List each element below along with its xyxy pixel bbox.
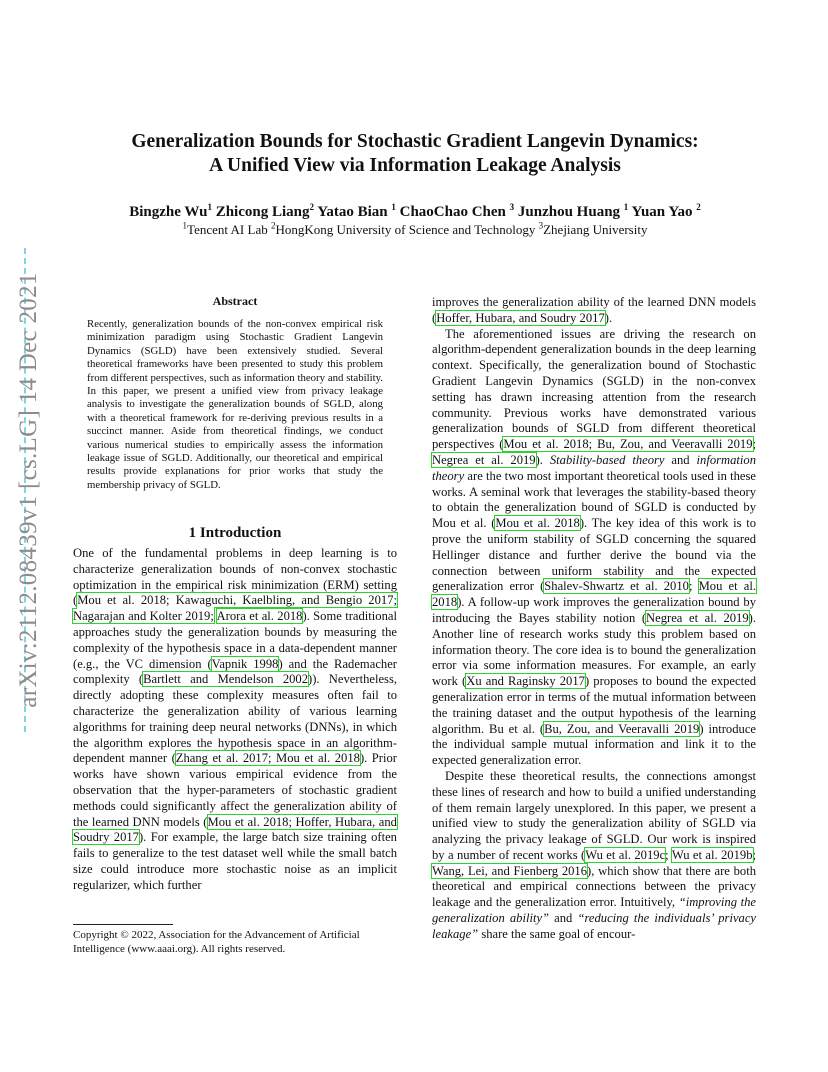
title-line-1: Generalization Bounds for Stochastic Gradient Langevin Dynamics: (131, 131, 699, 152)
author: Zhicong Liang$^2$ (215, 202, 314, 220)
citation-link[interactable]: Wu et al. 2019c (585, 847, 666, 862)
paragraph: Despite these theoretical results, the connections amongst these lines of research and how to build a unified understanding of them remain largely unexplored. In this paper, we present a unified view to study the generalization ability of SGLD via analyzing the privacy leakage of SGLD. Our work is inspired by a number of recent works (Wu et al. 2019c; Wu et al. 2019b; Wang, Lei, and Fienberg 2016), which show that there are both theoretical and empirical connections between the privacy leakage and the generalization error. Intuitively, “improving the generalization ability” and “reducing the individuals’ privacy leakage” share the same goal of encour- (432, 768, 757, 941)
author: Yuan Yao $^2$ (631, 202, 701, 220)
citation-link[interactable]: Mou et al. 2018; Hoffer, Hubara, and Soudry 2017 (73, 814, 397, 845)
copyright-footnote: Copyright © 2022, Association for the Advancement of Artificial Intelligence (www.aaai.org). All rights reserved. (73, 929, 360, 955)
citation-link[interactable]: Xu and Raginsky 2017 (466, 674, 585, 689)
author: Bingzhe Wu$^1$ (129, 202, 212, 220)
intro-left-column (73, 546, 397, 894)
arxiv-stamp (14, 246, 44, 734)
citation-link[interactable]: Mou et al. 2018 (432, 579, 756, 610)
footnote-rule (73, 924, 173, 925)
right-column (432, 295, 756, 943)
citation-link[interactable]: Mou et al. 2018; Kawaguchi, Kaelbling, and Bengio 2017; Nagarajan and Kolter 2019; (73, 593, 397, 624)
author: Yatao Bian $^1$ (317, 202, 396, 220)
citation-link[interactable]: Hoffer, Hubara, and Soudry 2017 (436, 310, 605, 325)
paper-title (80, 130, 750, 178)
citation-link[interactable]: Shalev-Shwartz et al. 2010 (544, 579, 689, 594)
author: Junzhou Huang $^1$ (517, 202, 629, 220)
affiliations: $^1$Tencent AI Lab $^2$HongKong University of Science and Technology $^3$Zhejiang University (182, 220, 648, 237)
citation-link[interactable]: Mou et al. 2018 (495, 516, 580, 531)
paragraph: improves the generalization ability of the learned DNN models (Hoffer, Hubara, and Soudry 2017). (432, 295, 756, 325)
citation-link[interactable]: Wang, Lei, and Fienberg 2016 (432, 863, 588, 878)
citation-link[interactable]: Arora et al. 2018 (216, 609, 303, 624)
citation-link[interactable]: Negrea et al. 2019 (646, 610, 749, 625)
abstract-text: Recently, generalization bounds of the non-convex empirical risk minimization paradigm using Stochastic Gradient Langevin Dynamics (SGLD) have been extensively studied. Several theoretical frameworks have been presented to study this problem from different perspectives, such as information theory and stability. In this paper, we present a unified view from privacy leakage analysis to investigate the generalization bounds of SGLD, along with a theoretical framework for re-deriving previous results in a succinct manner. Aside from theoretical findings, we conduct various numerical studies to empirically assess the information leakage issue of SGLD. Additionally, our theoretical and empirical results provide explanations for prior works that study the membership privacy of SGLD. (87, 318, 383, 491)
paragraph: The aforementioned issues are driving the research on algorithm-dependent generalization bounds in the deep learning context. Specifically, the generalization bound of Stochastic Gradient Langevin Dynamics (SGLD) in the non-convex setting has drawn increasing attention from the research community. Previous works have demonstrated various generalization bounds of SGLD from different theoretical perspectives (Mou et al. 2018; Bu, Zou, and Veeravalli 2019; Negrea et al. 2019). Stability-based theory and information theory are the two most important theoretical tools used in these works. A seminal work that leverages the stability-based theory to obtain the generalization bound of SGLD is conducted by Mou et al. (Mou et al. 2018). The key idea of this work is to prove the uniform stability of SGLD concerning the squared Hellinger distance and further derive the bound via the connection between uniform stability and the expected generalization error (Shalev-Shwartz et al. 2010; Mou et al. 2018). A follow-up work improves the generalization bound by introducing the Bayes stability notion (Negrea et al. 2019). Another line of research works study this problem based on information theory. The core idea is to bound the generalization error via some information measures. For example, an early work (Xu and Raginsky 2017) proposes to bound the expected generalization error in terms of the mutual information between the training dataset and the output hypothesis of the learning algorithm. Bu et al. (Bu, Zou, and Veeravalli 2019) introduce the individual sample mutual information and link it to the expected generalization error. (432, 326, 757, 768)
citation-link[interactable]: Mou et al. 2018; Bu, Zou, and Veeravalli 2019 (503, 437, 753, 452)
section-heading: 1 Introduction (188, 525, 282, 541)
arxiv-id: arXiv:2112.08439v1 [cs.LG] 14 Dec 2021 (15, 272, 42, 708)
intro-paragraph: One of the fundamental problems in deep learning is to characterize generalization bounds of non-convex stochastic optimization in the empirical risk minimization (ERM) setting (Mou et al. 2018; Kawaguchi, Kaelbling, and Bengio 2017; Nagarajan and Kolter 2019; Arora et al. 2018). Some traditional approaches study the generalization bounds by measuring the complexity of the hypothesis space in a data-dependent manner (e.g., the VC dimension (Vapnik 1998) and the Rademacher complexity (Bartlett and Mendelson 2002)). Nevertheless, directly adopting these complexity measures often fail to characterize the generalization ability of various learning algorithms for training deep neural networks (DNNs), in which the algorithm explores the hypothesis space in an algorithm-dependent manner (Zhang et al. 2017; Mou et al. 2018). Prior works have shown various empirical evidence from the observation that the hyper-parameters of stochastic gradient methods could significantly affect the generalization ability of the learned DNN models (Mou et al. 2018; Hoffer, Hubara, and Soudry 2017). For example, the large batch size training often fails to generalize to the test dataset well while the small batch size could introduce more stochastic noise as an implicit regularizer, which further (73, 546, 397, 892)
author: ChaoChao Chen $^3$ (399, 202, 515, 220)
citation-link[interactable]: Negrea et al. 2019 (432, 452, 536, 467)
citation-link[interactable]: Bu, Zou, and Veeravalli 2019 (544, 721, 700, 736)
citation-link[interactable]: Bartlett and Mendelson 2002 (143, 672, 309, 687)
title-line-2: A Unified View via Information Leakage Analysis (209, 155, 621, 176)
abstract-heading: Abstract (212, 294, 258, 308)
citation-link[interactable]: Wu et al. 2019b (671, 847, 753, 862)
citation-link[interactable]: Zhang et al. 2017; Mou et al. 2018 (175, 751, 360, 766)
author-list (70, 204, 760, 221)
citation-link[interactable]: Vapnik 1998 (211, 656, 279, 671)
